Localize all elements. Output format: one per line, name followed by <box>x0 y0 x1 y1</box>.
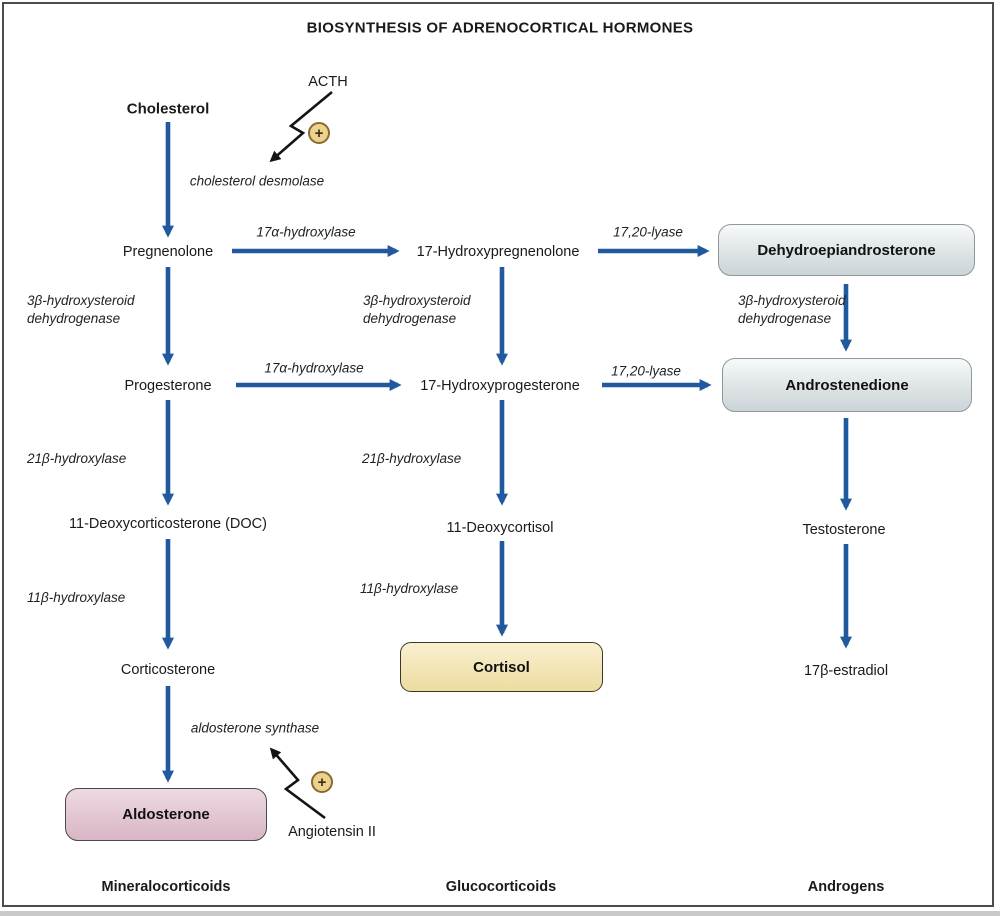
compound-cholesterol: Cholesterol <box>126 100 210 118</box>
compound-testosterone: Testosterone <box>802 522 886 538</box>
compound-corticosterone: Corticosterone <box>120 662 216 678</box>
enzyme-1720-lyase-1: 17,20-lyase <box>613 224 683 240</box>
angiotensin-ii-label: Angiotensin II <box>288 824 376 840</box>
enzyme-21b-hydroxylase-middle: 21β-hydroxylase <box>362 451 462 466</box>
compound-pregnenolone: Pregnenolone <box>122 244 214 260</box>
acth-plus-icon: + <box>308 122 330 144</box>
enzyme-11b-hydroxylase-middle: 11β-hydroxylase <box>360 581 459 596</box>
enzyme-11b-hydroxylase-left: 11β-hydroxylase <box>27 590 126 605</box>
enzyme-3b-hsd-left: 3β-hydroxysteroid dehydrogenase <box>27 293 135 326</box>
compound-17-hydroxyprogesterone: 17-Hydroxyprogesterone <box>420 378 580 394</box>
compound-11-deoxycorticosterone: 11-Deoxycorticosterone (DOC) <box>69 516 267 532</box>
compound-17-hydroxypregnenolone: 17-Hydroxypregnenolone <box>416 244 580 260</box>
enzyme-17a-hydroxylase-1: 17α-hydroxylase <box>256 224 356 240</box>
box-aldosterone: Aldosterone <box>65 788 267 841</box>
angiotensin-plus-icon: + <box>311 771 333 793</box>
enzyme-1720-lyase-2: 17,20-lyase <box>611 363 681 379</box>
diagram-title: BIOSYNTHESIS OF ADRENOCORTICAL HORMONES <box>306 19 694 37</box>
acth-label: ACTH <box>308 74 348 90</box>
enzyme-17a-hydroxylase-2: 17α-hydroxylase <box>264 360 364 376</box>
enzyme-3b-hsd-right: 3β-hydroxysteroid dehydrogenase <box>738 293 846 326</box>
enzyme-cholesterol-desmolase: cholesterol desmolase <box>189 173 325 189</box>
compound-17b-estradiol: 17β-estradiol <box>803 663 889 679</box>
compound-progesterone: Progesterone <box>124 378 212 394</box>
category-androgens: Androgens <box>807 879 885 895</box>
figure-bottom-edge <box>0 911 1000 916</box>
box-androstenedione: Androstenedione <box>722 358 972 412</box>
box-dehydroepiandrosterone: Dehydroepiandrosterone <box>718 224 975 276</box>
enzyme-aldosterone-synthase: aldosterone synthase <box>190 720 320 736</box>
compound-11-deoxycortisol: 11-Deoxycortisol <box>446 520 554 536</box>
box-cortisol: Cortisol <box>400 642 603 692</box>
enzyme-21b-hydroxylase-left: 21β-hydroxylase <box>27 451 127 466</box>
category-mineralocorticoids: Mineralocorticoids <box>101 879 231 895</box>
enzyme-3b-hsd-middle: 3β-hydroxysteroid dehydrogenase <box>363 293 471 326</box>
category-glucocorticoids: Glucocorticoids <box>445 879 557 895</box>
